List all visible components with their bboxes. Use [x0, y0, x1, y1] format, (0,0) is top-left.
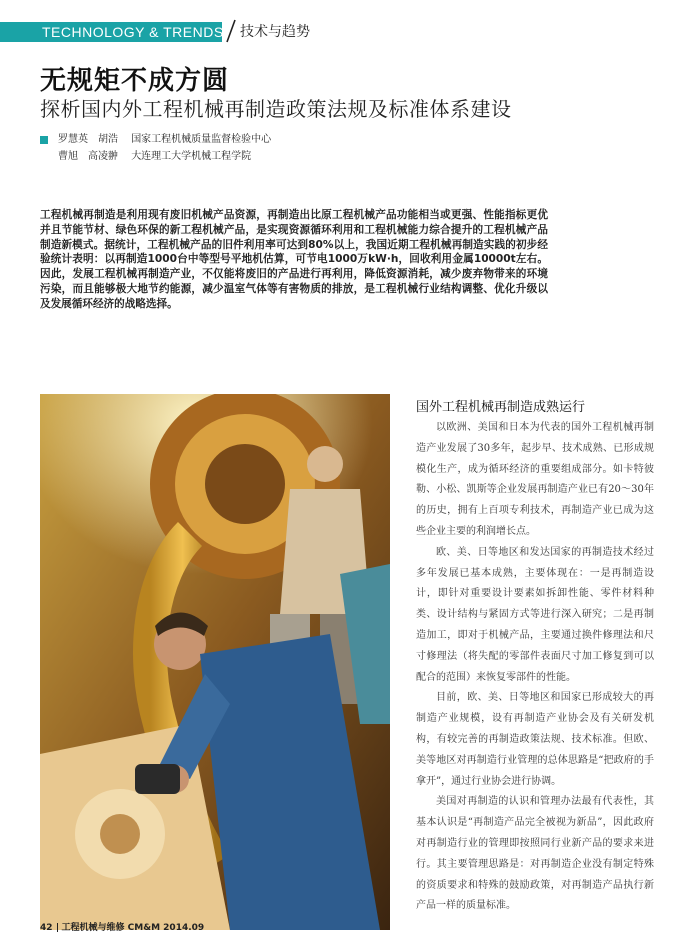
- journal-info: 工程机械与维修 CM&M 2014.09: [61, 923, 205, 933]
- section-title-en: TECHNOLOGY & TRENDS: [42, 24, 224, 40]
- author-line-1: [58, 133, 281, 147]
- section-slash-icon: [226, 19, 236, 43]
- body-paragraph: 美国对再制造的认识和管理办法最有代表性，其基本认识是“再制造产品完全被视为新品”，因此政府对再制造行业的管理即按照同行业新产品的要求来进行。其主要管理思路是：对再制造企业没有制定特殊的资质要求和特殊的鼓励政策，对再制造产品执行新产品一样的质量标准。: [416, 796, 654, 912]
- body-paragraph: 欧、美、日等地区和发达国家的再制造技术经过多年发展已基本成熟，主要体现在：一是再制造设计，即针对重要设计要素如拆卸性能、零件材料种类、设计结构与紧固方式等进行深入研究；二是再制造加工，即对于机械产品，主要通过换件修理法和尺寸修理法（将失配的零部件表面尺寸加工修复到可以配合的范围）来恢复零部件的性能。: [416, 546, 654, 683]
- workshop-photo: [40, 394, 390, 930]
- abstract: 工程机械再制造是利用现有废旧机械产品资源，再制造出比原工程机械产品功能相当或更强、性能指标更优并且节能节材、绿色环保的新工程机械产品，是实现资源循环利用和工程机械能力综合提升的工程机械产品制造新模式。据统计，工程机械产品的旧件利用率可达到80%以上，我国近期工程机械再制造实践的初步经验统计表明：以再制造1000台中等型号平地机估算，可节电1000万kW·h，回收利用金属10000t左右。因此，发展工程机械再制造产业，不仅能将废旧的产品进行再利用，降低资源消耗，减少废弃物带来的环境污染，而且能够极大地节约能源，减少温室气体等有害物质的排放，是工程机械行业结构调整、优化升级以及发展循环经济的战略选择。: [40, 209, 548, 310]
- body-paragraph: 目前，欧、美、日等地区和国家已形成较大的再制造产业规模，设有再制造产业协会及有关研发机构，有较完善的再制造政策法规、技术标准。但欧、美等地区对再制造行业管理的总体思路是“把政府的手拿开”，通过行业协会进行协调。: [416, 692, 654, 787]
- author-affiliation: 国家工程机械质量监督检验中心: [131, 134, 272, 145]
- section-heading: 国外工程机械再制造成熟运行: [416, 400, 586, 415]
- author-line-2: [58, 150, 261, 164]
- section-title-cn: 技术与趋势: [240, 24, 310, 40]
- article-title: 无规矩不成方圆: [40, 66, 230, 96]
- author-marker-icon: [40, 136, 48, 144]
- article-body: [416, 418, 654, 917]
- page-number: 42: [40, 923, 53, 933]
- author-names: 曹旭 高凌翀: [58, 151, 118, 162]
- author-names: 罗慧英 胡浩: [58, 134, 118, 145]
- footer-divider: [57, 923, 58, 932]
- article-subtitle: 探析国内外工程机械再制造政策法规及标准体系建设: [40, 97, 512, 121]
- page-footer: [40, 920, 204, 933]
- author-affiliation: 大连理工大学机械工程学院: [131, 151, 252, 162]
- body-paragraph: 以欧洲、美国和日本为代表的国外工程机械再制造产业发展了30多年，起步早、技术成熟、已形成规模化生产，成为循环经济的重要组成部分。如卡特彼勒、小松、凯斯等企业发展再制造产业已有20～30年的历史，拥有上百项专利技术，再制造产业已成为这些企业主要的利润增长点。: [416, 422, 654, 537]
